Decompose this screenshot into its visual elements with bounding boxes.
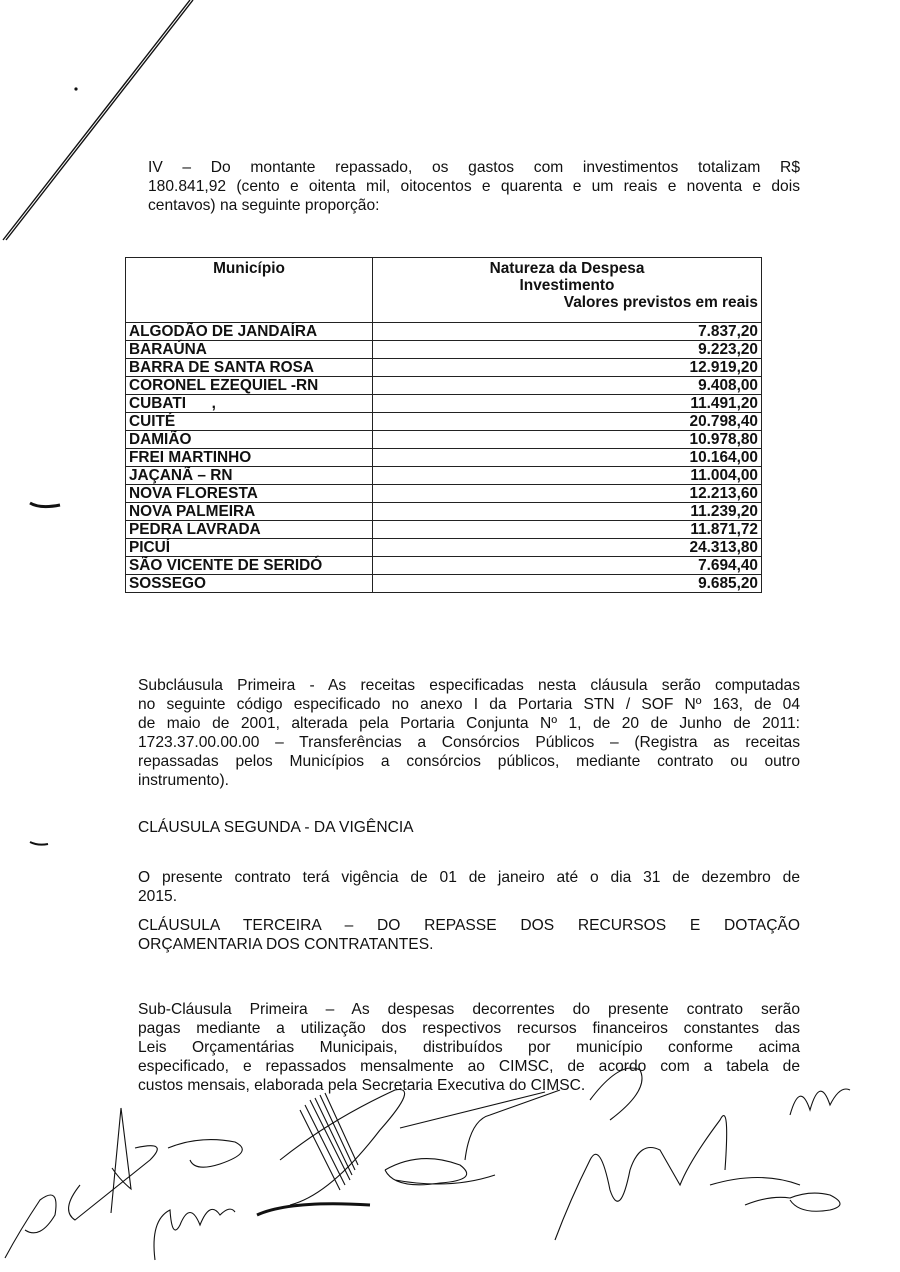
margin-tick-icon bbox=[30, 503, 60, 507]
cell-municipio: PICUÍ bbox=[126, 539, 373, 557]
table-row bbox=[126, 413, 762, 431]
intro-line: IV – Do montante repassado, os gastos com investimentos totalizam R$ bbox=[148, 159, 800, 176]
paragraph-line: Leis Orçamentárias Municipais, distribuídos por município conforme acima bbox=[138, 1039, 800, 1056]
cell-valor: 9.685,20 bbox=[373, 575, 762, 593]
cell-municipio: NOVA FLORESTA bbox=[126, 485, 373, 503]
paragraph-line: custos mensais, elaborada pela Secretaria Executiva do CIMSC. bbox=[138, 1077, 586, 1094]
cell-valor: 12.213,60 bbox=[373, 485, 762, 503]
sub-clausula-primeira-paragraph bbox=[138, 1000, 800, 1095]
paragraph-line: no seguinte código especificado no anexo I da Portaria STN / SOF Nº 163, de 04 bbox=[138, 696, 800, 713]
cell-municipio: ALGODÃO DE JANDAÍRA bbox=[126, 323, 373, 341]
cell-valor: 12.919,20 bbox=[373, 359, 762, 377]
cell-valor: 11.004,00 bbox=[373, 467, 762, 485]
paragraph-line: Sub-Cláusula Primeira – As despesas decorrentes do presente contrato serão bbox=[138, 1001, 800, 1018]
stray-dot-icon bbox=[74, 87, 77, 90]
paragraph-line: O presente contrato terá vigência de 01 de janeiro até o dia 31 de dezembro de bbox=[138, 869, 800, 886]
cell-valor: 7.694,40 bbox=[373, 557, 762, 575]
header-line: Natureza da Despesa bbox=[489, 260, 645, 277]
paragraph-line: instrumento). bbox=[138, 772, 229, 789]
table-row bbox=[126, 377, 762, 395]
cell-valor: 9.408,00 bbox=[373, 377, 762, 395]
cell-valor: 10.164,00 bbox=[373, 449, 762, 467]
cell-valor: 10.978,80 bbox=[373, 431, 762, 449]
table-row bbox=[126, 503, 762, 521]
paragraph-line: Subcláusula Primeira - As receitas especificadas nesta cláusula serão computadas bbox=[138, 677, 800, 694]
table-row bbox=[126, 359, 762, 377]
table-row bbox=[126, 521, 762, 539]
cell-valor: 7.837,20 bbox=[373, 323, 762, 341]
paragraph-line: 2015. bbox=[138, 888, 178, 905]
table-row bbox=[126, 557, 762, 575]
cell-municipio: BARRA DE SANTA ROSA bbox=[126, 359, 373, 377]
cell-municipio: BARAÚNA bbox=[126, 341, 373, 359]
cell-municipio: NOVA PALMEIRA bbox=[126, 503, 373, 521]
cell-municipio: SÃO VICENTE DE SERIDÓ bbox=[126, 557, 373, 575]
cell-municipio: JAÇANÃ – RN bbox=[126, 467, 373, 485]
paragraph-line: especificado, e repassados mensalmente ao CIMSC, de acordo com a tabela de bbox=[138, 1058, 800, 1075]
title-line: CLÁUSULA TERCEIRA – DO REPASSE DOS RECURSOS E DOTAÇÃO bbox=[138, 917, 800, 934]
table-row bbox=[126, 395, 762, 413]
cell-municipio: CORONEL EZEQUIEL -RN bbox=[126, 377, 373, 395]
investment-table bbox=[125, 257, 762, 593]
table-header-row bbox=[126, 258, 762, 323]
cell-municipio: FREI MARTINHO bbox=[126, 449, 373, 467]
cell-valor: 11.491,20 bbox=[373, 395, 762, 413]
margin-tick-icon bbox=[30, 842, 48, 845]
table-row bbox=[126, 449, 762, 467]
table-row bbox=[126, 539, 762, 557]
signatures-icon bbox=[5, 1068, 850, 1260]
cell-valor: 11.239,20 bbox=[373, 503, 762, 521]
table-row bbox=[126, 323, 762, 341]
cell-valor: 20.798,40 bbox=[373, 413, 762, 431]
table-row bbox=[126, 575, 762, 593]
header-line: Valores previstos em reais bbox=[563, 294, 758, 311]
intro-paragraph bbox=[148, 158, 800, 215]
clausula-segunda-title: CLÁUSULA SEGUNDA - DA VIGÊNCIA bbox=[138, 819, 414, 836]
paragraph-line: de maio de 2001, alterada pela Portaria Conjunta Nº 1, de 20 de Junho de 2011: bbox=[138, 715, 800, 732]
table-row bbox=[126, 341, 762, 359]
subclausula-primeira-paragraph bbox=[138, 676, 800, 790]
cell-municipio: CUBATI , bbox=[126, 395, 373, 413]
paragraph-line: 1723.37.00.00.00 – Transferências a Consórcios Públicos – (Registra as receitas bbox=[138, 734, 800, 751]
table-row bbox=[126, 467, 762, 485]
cell-municipio: PEDRA LAVRADA bbox=[126, 521, 373, 539]
cell-municipio: DAMIÃO bbox=[126, 431, 373, 449]
vigencia-paragraph bbox=[138, 868, 800, 906]
clausula-terceira-title bbox=[138, 916, 800, 954]
paragraph-line: repassadas pelos Municípios a consórcios públicos, mediante contrato ou outro bbox=[138, 753, 800, 770]
table-row bbox=[126, 431, 762, 449]
intro-line: 180.841,92 (cento e oitenta mil, oitocentos e quarenta e um reais e noventa e dois bbox=[148, 178, 800, 195]
intro-line: centavos) na seguinte proporção: bbox=[148, 197, 380, 214]
table-row bbox=[126, 485, 762, 503]
cell-valor: 11.871,72 bbox=[373, 521, 762, 539]
paragraph-line: pagas mediante a utilização dos respectivos recursos financeiros constantes das bbox=[138, 1020, 800, 1037]
cell-valor: 24.313,80 bbox=[373, 539, 762, 557]
header-municipio: Município bbox=[126, 258, 373, 323]
title-line: ORÇAMENTARIA DOS CONTRATANTES. bbox=[138, 936, 434, 953]
header-natureza-despesa bbox=[373, 258, 762, 323]
cell-municipio: SOSSEGO bbox=[126, 575, 373, 593]
header-line: Investimento bbox=[519, 277, 615, 294]
cell-valor: 9.223,20 bbox=[373, 341, 762, 359]
cell-municipio: CUITÉ bbox=[126, 413, 373, 431]
